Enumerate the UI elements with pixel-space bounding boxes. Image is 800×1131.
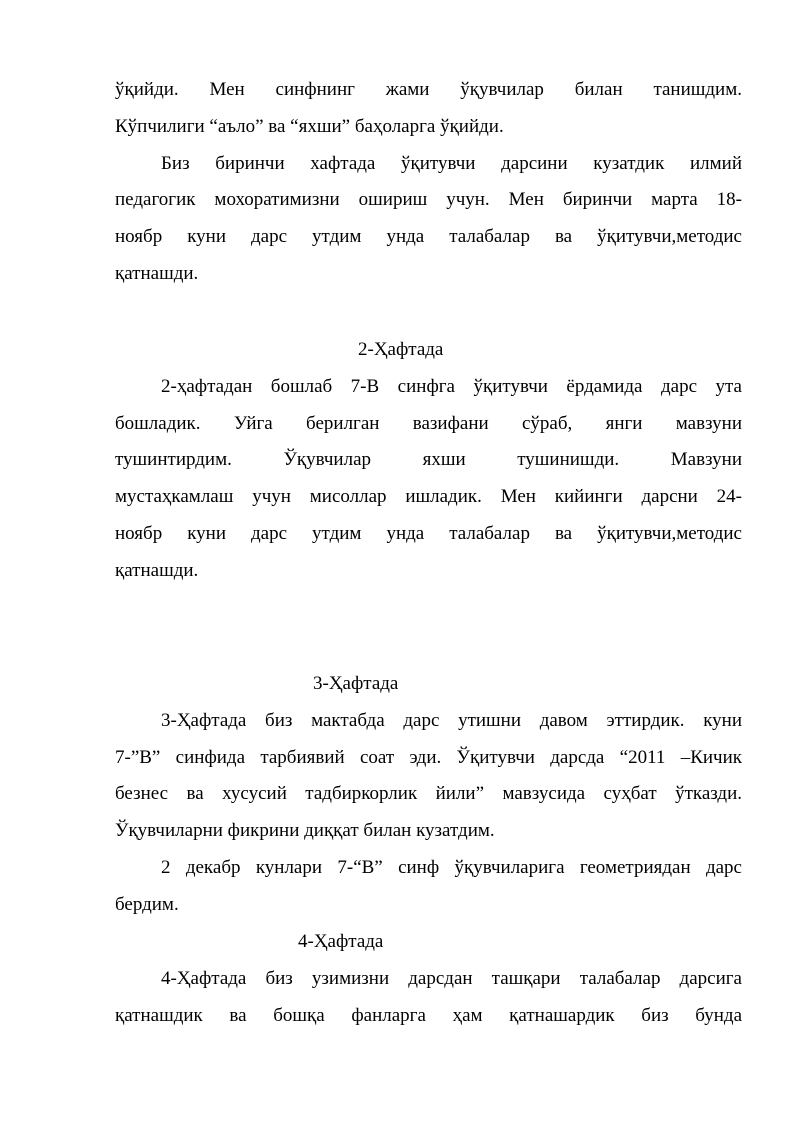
text-line: 4-Ҳафтада биз узимизни дарсдан ташқари талабалар дарсига bbox=[161, 967, 742, 989]
paragraph-december bbox=[115, 850, 742, 924]
text-line: Кўпчилиги “аъло” ва “яхши” баҳоларга ўқийди. bbox=[115, 115, 504, 137]
text-line: ноябр куни дарс утдим унда талабалар ва ўқитувчи,методис bbox=[115, 226, 742, 248]
text-line: 7-”В” синфида тарбиявий соат эди. Ўқитувчи дарсда “2011 –Кичик bbox=[115, 746, 742, 768]
section-heading-week-4: 4-Ҳафтада bbox=[298, 931, 384, 952]
text-line: педагогик мохоратимизни ошириш учун. Мен биринчи марта 18- bbox=[115, 189, 742, 211]
text-line: безнес ва хусусий тадбиркорлик йили” мавзусида суҳбат ўтказди. bbox=[115, 783, 742, 805]
text-line: Биз биринчи хафтада ўқитувчи дарсини кузатдик илмий bbox=[161, 152, 742, 174]
section-heading-week-2: 2-Ҳафтада bbox=[358, 339, 444, 360]
text-line: қатнашдик ва бошқа фанларга ҳам қатнашардик биз бунда bbox=[115, 1004, 742, 1026]
text-line: мустаҳкамлаш учун мисоллар ишладик. Мен кийинги дарсни 24- bbox=[115, 486, 742, 508]
text-line: бошладик. Уйга берилган вазифани сўраб, янги мавзуни bbox=[115, 412, 742, 434]
text-line: қатнашди. bbox=[115, 559, 199, 581]
text-line: тушинтирдим. Ўқувчилар яхши тушинишди. Мавзуни bbox=[115, 449, 742, 471]
paragraph-week-2 bbox=[115, 369, 742, 590]
text-line: ноябр куни дарс утдим унда талабалар ва ўқитувчи,методис bbox=[115, 522, 742, 544]
text-line: ўқийди. Мен синфнинг жами ўқувчилар билан танишдим. bbox=[115, 79, 742, 100]
text-line: 3-Ҳафтада биз мактабда дарс утишни давом эттирдик. куни bbox=[161, 709, 742, 731]
paragraph-week-4 bbox=[115, 961, 742, 1035]
text-line: 2-ҳафтадан бошлаб 7-В синфга ўқитувчи ёрдамида дарс ута bbox=[161, 375, 742, 397]
paragraph-week-3 bbox=[115, 703, 742, 850]
text-line: бердим. bbox=[115, 893, 179, 915]
text-line: Ўқувчиларни фикрини диққат билан кузатдим. bbox=[115, 820, 495, 842]
paragraph-week-1 bbox=[115, 146, 742, 293]
paragraph-continuation bbox=[115, 72, 742, 146]
section-heading-week-3: 3-Ҳафтада bbox=[313, 673, 399, 694]
text-line: 2 декабр кунлари 7-“В” синф ўқувчиларига геометриядан дарс bbox=[161, 857, 742, 878]
text-line: қатнашди. bbox=[115, 262, 199, 284]
